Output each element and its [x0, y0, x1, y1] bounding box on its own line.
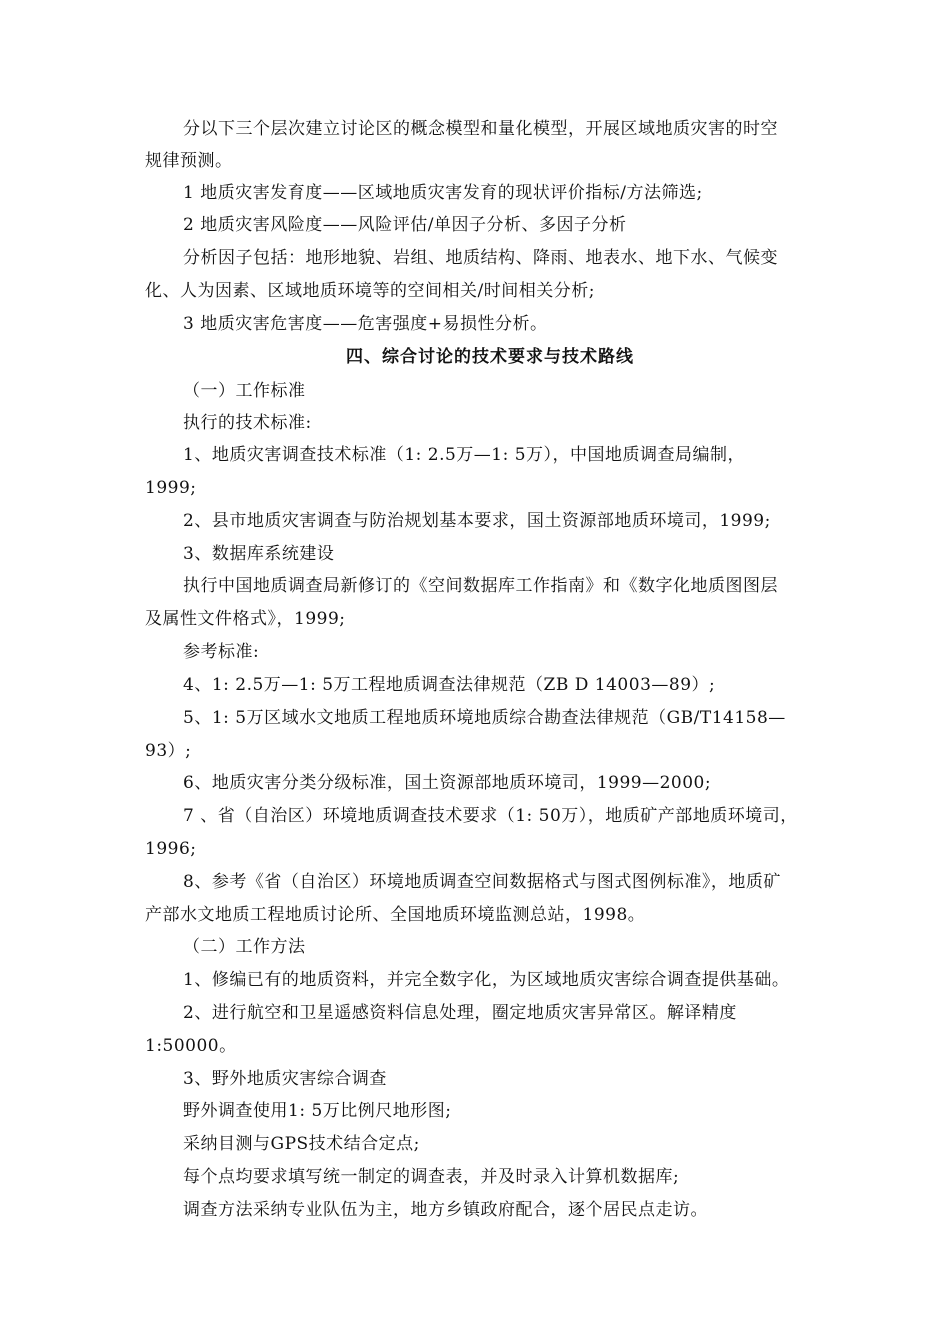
paragraph-line: 及属性文件格式》，1999; — [145, 609, 346, 629]
list-item: 1 地质灾害发育度——区域地质灾害发育的现状评价指标/方法筛选; — [183, 183, 703, 203]
list-item: 2、县市地质灾害调查与防治规划基本要求，国土资源部地质环境司，1999; — [183, 511, 771, 531]
paragraph-line: 野外调查使用1: 5万比例尺地形图; — [183, 1101, 452, 1121]
list-item: 4、1: 2.5万—1: 5万工程地质调查法律规范（ZB D 14003—89）; — [183, 675, 716, 695]
list-item: 1、地质灾害调查技术标准（1: 2.5万—1: 5万），中国地质调查局编制， — [183, 445, 746, 465]
list-item: 3、数据库系统建设 — [183, 544, 335, 564]
paragraph-line: 产部水文地质工程地质讨论所、全国地质环境监测总站，1998。 — [145, 905, 646, 925]
list-item: 5、1: 5万区域水文地质工程地质环境地质综合勘查法律规范（GB/T14158— — [183, 708, 786, 728]
paragraph-line: 调查方法采纳专业队伍为主，地方乡镇政府配合，逐个居民点走访。 — [183, 1200, 708, 1220]
paragraph-line: 1999; — [145, 478, 197, 498]
paragraph-line: 执行的技术标准: — [183, 413, 312, 433]
section-heading: 四、综合讨论的技术要求与技术路线 — [346, 347, 634, 367]
paragraph-line: 93）; — [145, 741, 192, 761]
list-item: 1、修编已有的地质资料，并完全数字化，为区域地质灾害综合调查提供基础。 — [183, 970, 790, 990]
list-item: 8、参考《省（自治区）环境地质调查空间数据格式与图式图例标准》，地质矿 — [183, 872, 781, 892]
paragraph-line: 1:50000。 — [145, 1036, 237, 1056]
subsection-heading: （二）工作方法 — [183, 937, 306, 957]
paragraph-line: 分析因子包括：地形地貌、岩组、地质结构、降雨、地表水、地下水、气候变 — [183, 248, 778, 268]
paragraph-line: 分以下三个层次建立讨论区的概念模型和量化模型，开展区域地质灾害的时空 — [183, 119, 778, 139]
list-item: 7 、省（自治区）环境地质调查技术要求（1: 50万），地质矿产部地质环境司， — [183, 806, 798, 826]
list-item: 2 地质灾害风险度——风险评估/单因子分析、多因子分析 — [183, 215, 627, 235]
paragraph-line: 1996; — [145, 839, 197, 859]
paragraph-line: 参考标准: — [183, 642, 260, 662]
paragraph-line: 化、人为因素、区域地质环境等的空间相关/时间相关分析; — [145, 281, 595, 301]
list-item: 3 地质灾害危害度——危害强度+易损性分析。 — [183, 314, 548, 334]
list-item: 3、野外地质灾害综合调查 — [183, 1069, 387, 1089]
paragraph-line: 每个点均要求填写统一制定的调查表，并及时录入计算机数据库; — [183, 1167, 680, 1187]
paragraph-line: 执行中国地质调查局新修订的《空间数据库工作指南》和《数字化地质图图层 — [183, 576, 778, 596]
subsection-heading: （一）工作标准 — [183, 381, 306, 401]
paragraph-line: 采纳目测与GPS技术结合定点; — [183, 1134, 420, 1154]
list-item: 2、进行航空和卫星遥感资料信息处理，圈定地质灾害异常区。解译精度 — [183, 1003, 737, 1023]
list-item: 6、地质灾害分类分级标准，国土资源部地质环境司，1999—2000; — [183, 773, 712, 793]
paragraph-line: 规律预测。 — [145, 151, 233, 171]
